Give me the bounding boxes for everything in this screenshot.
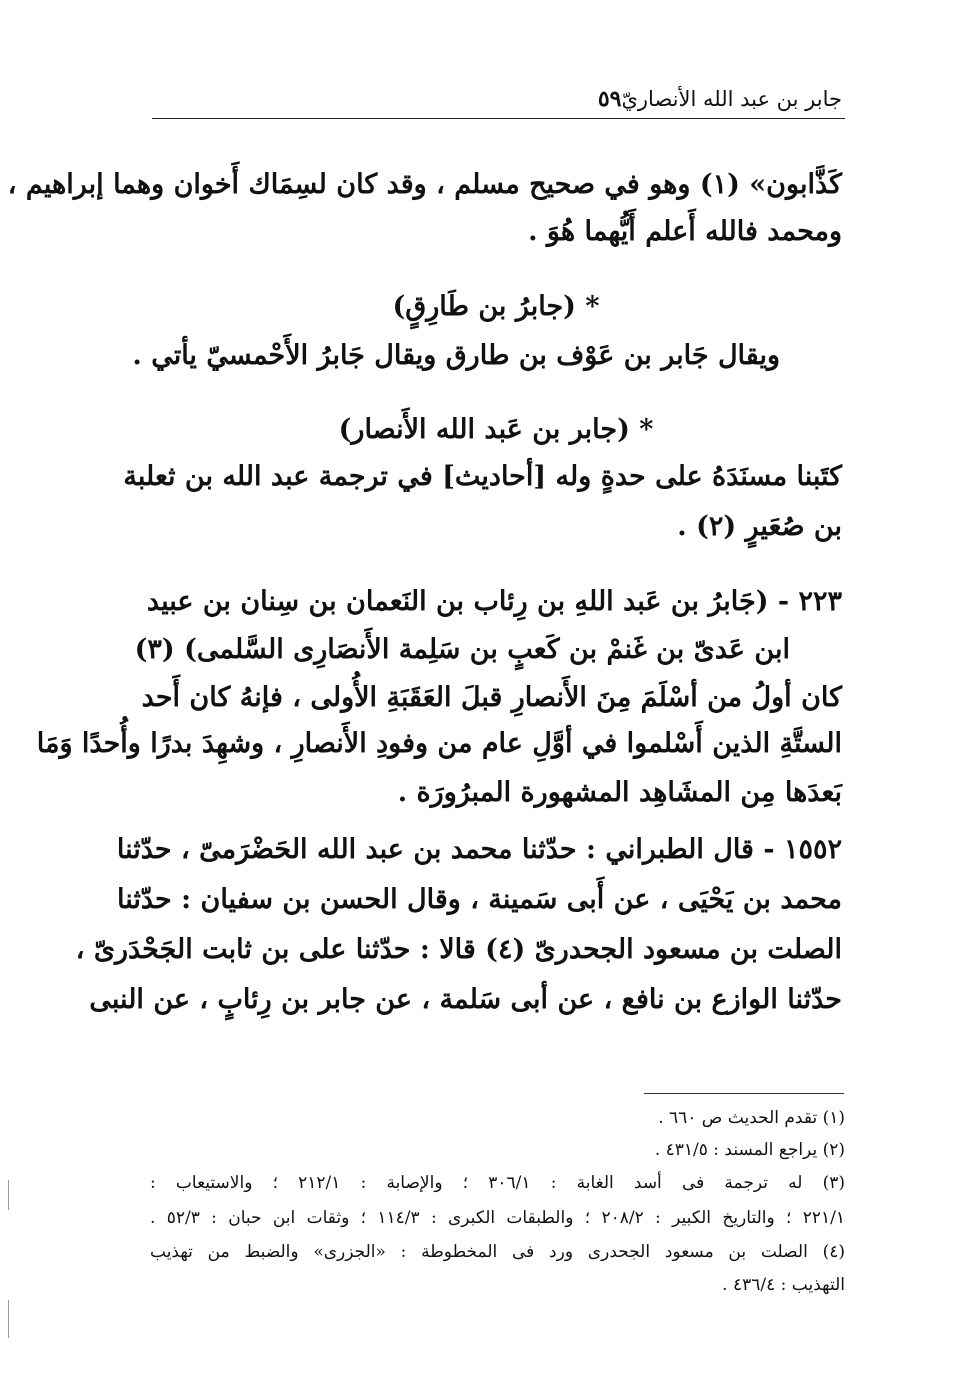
body-line-4: ويقال جَابر بن عَوْف بن طارق ويقال جَابرُ الأَحْمسيّ يأتي . [132, 340, 780, 371]
hadith-1552-line-4: حدّثنا الوازع بن نافع ، عن أبى سَلمة ، عن جابر بن رِئابٍ ، عن النبى [89, 984, 842, 1015]
footnote-1: (١) تقدم الحديث ص ٦٦٠ . [658, 1108, 845, 1128]
header-rule [152, 118, 845, 119]
footnote-4-line-1: (٤) الصلت بن مسعود الجحدرى ورد فى المخطوطة : «الجزرى» والضبط من تهذيب [150, 1242, 845, 1262]
entry-heading-jabir-al-ansar: * (جابر بن عَبد الله الأَنصار) [338, 414, 654, 445]
body-line-1: كَذَّابون» (١) وهو في صحيح مسلم ، وقد كان لسِمَاك أَخوان وهما إبراهيم ، [7, 169, 842, 200]
footnote-2: (٢) يراجع المسند : ٤٣١/٥ . [654, 1140, 845, 1160]
body-line-11: الستَّةِ الذين أَسْلموا في أوَّلِ عام من وفودِ الأَنصارِ ، وشهِدَ بدرًا وأُحدًا وَمَا [36, 728, 842, 759]
body-line-10: كان أولُ من أسْلَمَ مِنَ الأَنصارِ قبلَ العَقَبَةِ الأُولى ، فإنهُ كان أَحد [141, 682, 842, 713]
footnote-rule [644, 1093, 844, 1094]
scan-margin-mark [8, 1180, 9, 1210]
scan-margin-mark [8, 1300, 9, 1338]
hadith-1552-line-2: محمد بن يَحْيَى ، عن أَبى سَمينة ، وقال الحسن بن سفيان : حدّثنا [116, 884, 842, 915]
entry-heading-jabir-bin-tariq: * (جابرُ بن طَارِقٍ) [392, 291, 600, 322]
entry-223-heading: ٢٢٣ - (جَابرُ بن عَبد اللهِ بن رِئاب بن النَعمان بن سِنان بن عبيد [146, 586, 842, 617]
hadith-1552-line-1: ١٥٥٢ - قال الطبراني : حدّثنا محمد بن عبد الله الحَضْرَمىّ ، حدّثنا [116, 834, 842, 865]
footnote-3-line-2: ٢٢١/١ ؛ والتاريخ الكبير : ٢٠٨/٢ ؛ والطبقات الكبرى : ١١٤/٣ ؛ وثقات ابن حبان : ٥٢/٣ . [150, 1208, 845, 1228]
footnote-4-line-2: التهذيب : ٤٣٦/٤ . [722, 1275, 845, 1295]
body-line-12: بَعدَها مِن المشَاهِد المشهورة المبرُورَة . [397, 777, 842, 808]
body-line-7: بن صُعَيرٍ (٢) . [677, 511, 842, 542]
running-header [152, 82, 842, 116]
footnote-3-line-1: (٣) له ترجمة فى أسد الغابة : ٣٠٦/١ ؛ والإصابة : ٢١٢/١ ؛ والاستيعاب : [150, 1173, 845, 1193]
page-number: ٥٩ [597, 86, 622, 112]
body-line-2: ومحمد فالله أَعلم أَيُّهما هُوَ . [528, 216, 842, 247]
body-line-9: ابن عَدىّ بن غَنمْ بن كَعبٍ بن سَلِمة الأَنصَارِى السَّلمى) (٣) [134, 634, 790, 665]
body-line-6: كتَبنا مسنَدَهُ على حدةٍ وله [أحاديث] في ترجمة عبد الله بن ثعلبة [123, 461, 842, 492]
running-title: جابر بن عبد الله الأنصاريّ [621, 87, 842, 111]
hadith-1552-line-3: الصلت بن مسعود الجحدرىّ (٤) قالا : حدّثنا على بن ثابت الجَحْدَرىّ ، [75, 934, 842, 965]
